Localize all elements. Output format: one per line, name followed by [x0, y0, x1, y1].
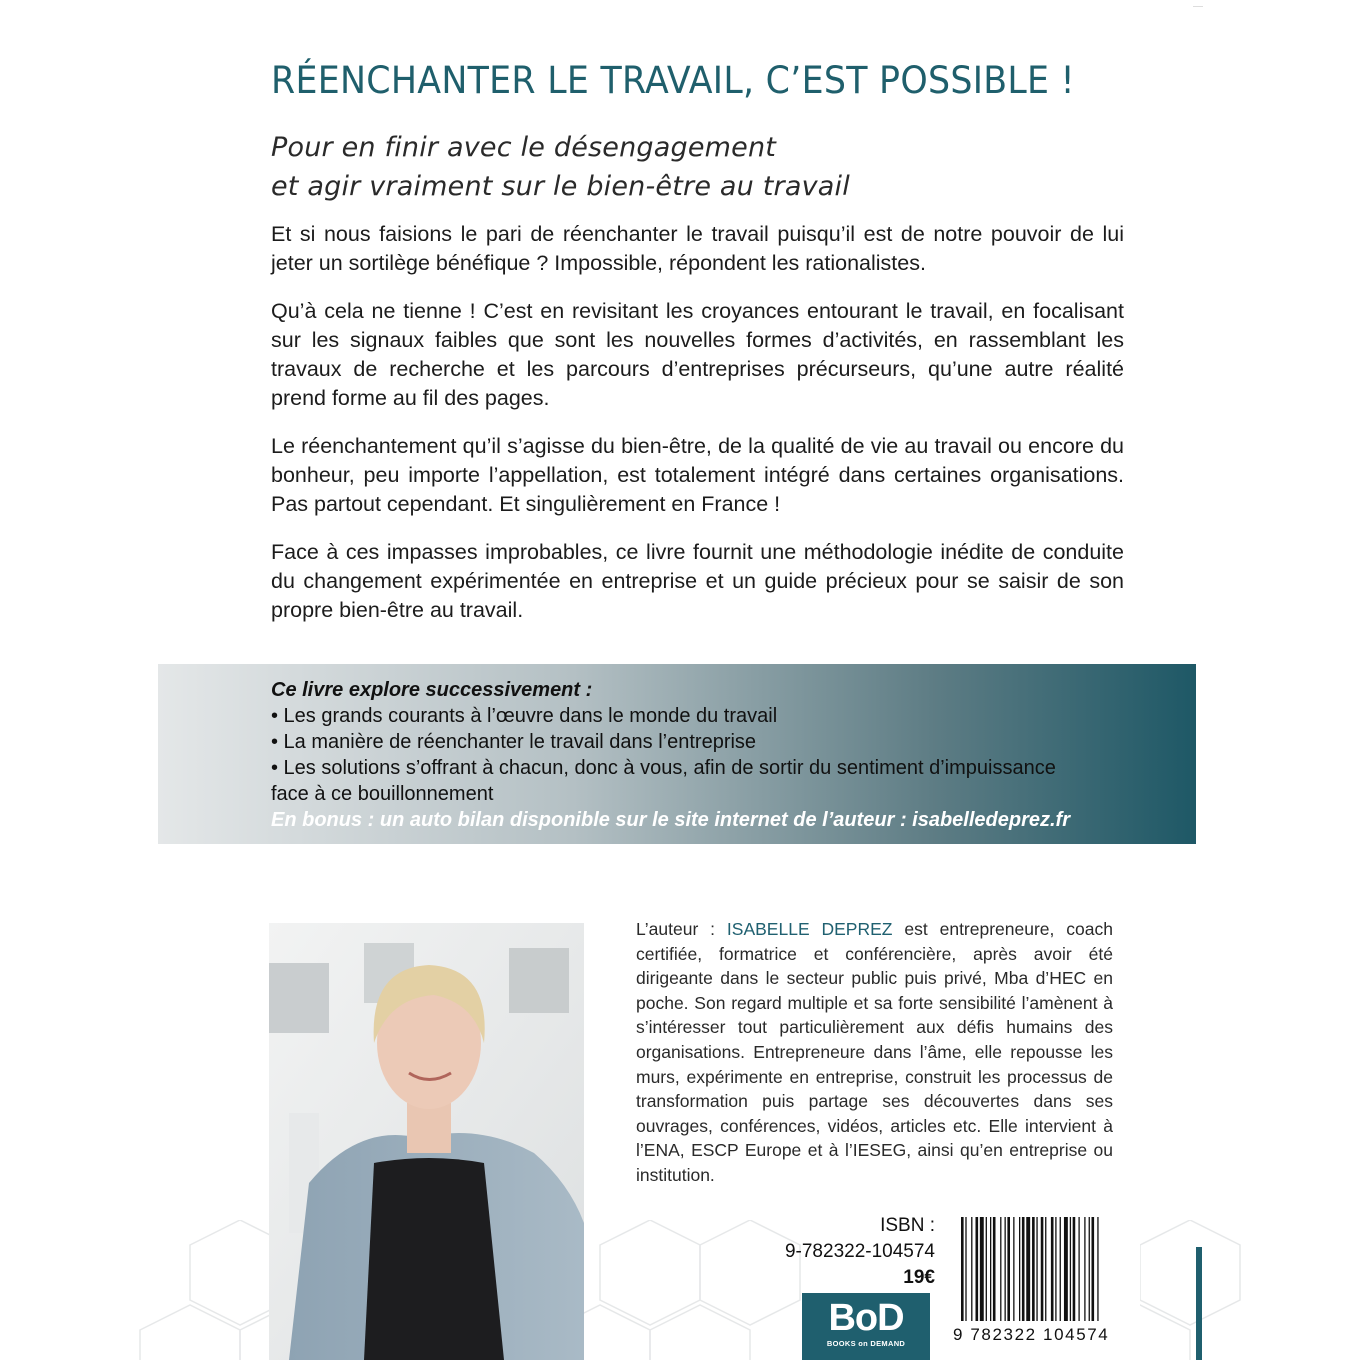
- author-photo: [269, 923, 584, 1360]
- barcode-bar: [1019, 1217, 1020, 1321]
- barcode-bar: [1051, 1217, 1054, 1321]
- hexagon-pattern: [0, 1220, 1360, 1360]
- blurb-paragraph: Face à ces impasses improbables, ce livre fournit une méthodologie inédite de conduite du changement expérimentée en entreprise et un guide précieux pour se saisir de son propre bien-être au travail.: [271, 540, 1124, 622]
- barcode-bar: [1070, 1217, 1071, 1321]
- blurb: [271, 220, 1124, 644]
- barcode-bar: [1084, 1217, 1085, 1321]
- author-bio-text: est entrepreneure, coach certifiée, formatrice et conférencière, après avoir été dirigeante dans le secteur public puis privé, Mba d’HEC en poche. Son regard multiple et sa forte sensibilité l’amènent à s’intéresser tout particulièrement aux défis humains des organisations. Entrepreneure dans l’âme, elle repousse les murs, expérimente en entreprise, construit les processus de transformation puis partage ses découvertes dans ses ouvrages, conférences, vidéos, articles etc. Elle intervient à l’ENA, ESCP Europe et à l’IESEG, ainsi qu’en entreprise ou institution.: [636, 919, 1113, 1185]
- barcode-bar: [1036, 1217, 1037, 1321]
- publisher-mark: BoD: [828, 1297, 904, 1339]
- isbn-number: 9-782322-104574: [784, 1241, 935, 1262]
- author-bio: [636, 917, 1113, 1188]
- barcode-number: 9 782322 104574: [953, 1325, 1110, 1344]
- contents-item: face à ce bouillonnement: [271, 783, 494, 805]
- barcode-bar: [1055, 1217, 1056, 1321]
- barcode-bar: [1005, 1217, 1006, 1321]
- book-title: RÉENCHANTER LE TRAVAIL, C’EST POSSIBLE !: [271, 59, 1075, 102]
- spine-strip: [1196, 1247, 1202, 1360]
- barcode-bar: [1078, 1217, 1079, 1321]
- barcode-bar: [1007, 1217, 1010, 1321]
- contents-item: • Les grands courants à l’œuvre dans le monde du travail: [271, 705, 778, 727]
- barcode-bar: [980, 1217, 984, 1321]
- blurb-paragraph: Et si nous faisions le pari de réenchanter le travail puisqu’il est de notre pouvoir de lui jeter un sortilège bénéfique ? Impossible, répondent les rationalistes.: [271, 222, 1124, 275]
- barcode: [953, 1215, 1140, 1360]
- contents-band: [158, 664, 1196, 844]
- barcode-bar: [1092, 1217, 1095, 1321]
- barcode-bar: [1064, 1217, 1068, 1321]
- barcode-bar: [1041, 1217, 1044, 1321]
- subtitle-line: et agir vraiment sur le bien-être au travail: [271, 171, 850, 202]
- barcode-bar: [986, 1217, 987, 1321]
- barcode-bars: [953, 1215, 1140, 1325]
- blurb-paragraph: Le réenchantement qu’il s’agisse du bien-être, de la qualité de vie au travail ou encore du bonheur, peu importe l’appellation, est totalement intégré dans certaines organisations. Pas partout cependant. Et singulièrement en France !: [271, 434, 1124, 516]
- price: 19€: [903, 1267, 935, 1288]
- barcode-bar: [1097, 1217, 1098, 1321]
- author-prefix: L’auteur :: [636, 919, 727, 939]
- publisher-tagline: BOOKS on DEMAND: [826, 1339, 906, 1348]
- barcode-bar: [1026, 1217, 1030, 1321]
- barcode-bar: [1060, 1217, 1061, 1321]
- barcode-bar: [976, 1217, 979, 1321]
- publisher-logo: [802, 1293, 930, 1360]
- crop-mark: [1193, 0, 1203, 7]
- barcode-bar: [971, 1217, 972, 1321]
- author-name: ISABELLE DEPREZ: [726, 919, 893, 939]
- bonus-line: En bonus : un auto bilan disponible sur le site internet de l’auteur : isabelledeprez.fr: [271, 809, 1071, 831]
- barcode-bar: [1045, 1217, 1046, 1321]
- barcode-bar: [1032, 1217, 1035, 1321]
- blurb-paragraph: Qu’à cela ne tienne ! C’est en revisitant les croyances entourant le travail, en focalisant sur les signaux faibles que sont les nouvelles formes d’activités, en rassemblant les travaux de recherche et les parcours d’entreprises précurseurs, qu’une autre réalité prend forme au fil des pages.: [271, 299, 1124, 410]
- barcode-bar: [1089, 1217, 1090, 1321]
- book-subtitle: [271, 128, 1151, 206]
- contents-item: • La manière de réenchanter le travail dans l’entreprise: [271, 731, 757, 753]
- barcode-bar: [1000, 1217, 1001, 1321]
- author-portrait-image: [269, 923, 584, 1360]
- isbn-block: [740, 1213, 935, 1291]
- barcode-bar: [961, 1217, 964, 1321]
- contents-list: [271, 677, 1171, 833]
- contents-item: • Les solutions s’offrant à chacun, donc à vous, afin de sortir du sentiment d’impuissance: [271, 757, 1056, 779]
- barcode-bar: [965, 1217, 966, 1321]
- barcode-bar: [990, 1217, 991, 1321]
- isbn-label: ISBN :: [880, 1215, 935, 1236]
- contents-heading: Ce livre explore successivement :: [271, 679, 593, 701]
- barcode-bar: [1013, 1217, 1014, 1321]
- barcode-bar: [1022, 1217, 1025, 1321]
- barcode-bar: [993, 1217, 996, 1321]
- subtitle-line: Pour en finir avec le désengagement: [271, 132, 777, 163]
- barcode-bar: [1073, 1217, 1076, 1321]
